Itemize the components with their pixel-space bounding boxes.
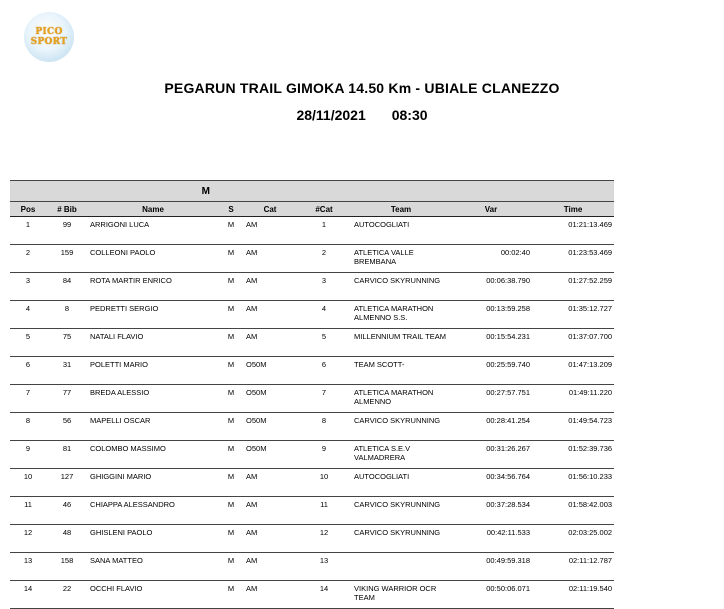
- var-cell: 00:42:11.533: [450, 525, 532, 553]
- column-header: Name: [88, 202, 218, 217]
- table-row: [10, 469, 614, 497]
- bib-cell: 158: [46, 553, 88, 581]
- cat-cell: AM: [244, 525, 296, 553]
- logo-text-line2: SPORT: [30, 37, 68, 47]
- pico-sport-logo: [24, 12, 74, 62]
- pos-cell: 1: [10, 217, 46, 245]
- cat-pos-cell: 6: [296, 357, 352, 385]
- var-cell: 00:25:59.740: [450, 357, 532, 385]
- pos-cell: 5: [10, 329, 46, 357]
- table-row: [10, 357, 614, 385]
- sex-cell: M: [218, 329, 244, 357]
- column-header-row: [10, 202, 614, 217]
- column-header: Team: [352, 202, 450, 217]
- cat-pos-cell: 3: [296, 273, 352, 301]
- sex-cell: M: [218, 553, 244, 581]
- table-row: [10, 413, 614, 441]
- time-cell: 01:49:11.220: [532, 385, 614, 413]
- name-cell: COLLEONI PAOLO: [88, 245, 218, 273]
- cat-cell: AM: [244, 273, 296, 301]
- sex-cell: M: [218, 441, 244, 469]
- bib-cell: 22: [46, 581, 88, 609]
- team-cell: ATLETICA MARATHON ALMENNO: [352, 385, 450, 413]
- column-header: Pos: [10, 202, 46, 217]
- cat-pos-cell: 7: [296, 385, 352, 413]
- team-cell: ATLETICA S.E.V VALMADRERA: [352, 441, 450, 469]
- var-cell: 00:28:41.254: [450, 413, 532, 441]
- logo-text-line1: PICO: [35, 27, 63, 37]
- name-cell: NATALI FLAVIO: [88, 329, 218, 357]
- cat-pos-cell: 1: [296, 217, 352, 245]
- name-cell: ROTA MARTIR ENRICO: [88, 273, 218, 301]
- cat-pos-cell: 11: [296, 497, 352, 525]
- cat-pos-cell: 4: [296, 301, 352, 329]
- table-row: [10, 273, 614, 301]
- time-cell: 02:03:25.002: [532, 525, 614, 553]
- pos-cell: 11: [10, 497, 46, 525]
- bib-cell: 127: [46, 469, 88, 497]
- var-cell: 00:06:38.790: [450, 273, 532, 301]
- sex-cell: M: [218, 245, 244, 273]
- name-cell: GHIGGINI MARIO: [88, 469, 218, 497]
- sex-cell: M: [218, 497, 244, 525]
- bib-cell: 8: [46, 301, 88, 329]
- results-body: [10, 217, 614, 609]
- name-cell: ARRIGONI LUCA: [88, 217, 218, 245]
- cat-cell: AM: [244, 553, 296, 581]
- time-cell: 01:58:42.003: [532, 497, 614, 525]
- table-row: [10, 525, 614, 553]
- time-cell: 02:11:12.787: [532, 553, 614, 581]
- sex-cell: M: [218, 301, 244, 329]
- sex-cell: M: [218, 581, 244, 609]
- pos-cell: 4: [10, 301, 46, 329]
- var-cell: 00:49:59.318: [450, 553, 532, 581]
- cat-cell: AM: [244, 581, 296, 609]
- column-header: Var: [450, 202, 532, 217]
- time-cell: 02:11:19.540: [532, 581, 614, 609]
- name-cell: PEDRETTI SERGIO: [88, 301, 218, 329]
- column-header: # Bib: [46, 202, 88, 217]
- sex-cell: M: [218, 273, 244, 301]
- team-cell: MILLENNIUM TRAIL TEAM: [352, 329, 450, 357]
- column-header: S: [218, 202, 244, 217]
- var-cell: 00:02:40: [450, 245, 532, 273]
- team-cell: ATLETICA MARATHON ALMENNO S.S.: [352, 301, 450, 329]
- cat-cell: O50M: [244, 413, 296, 441]
- cat-cell: AM: [244, 217, 296, 245]
- cat-pos-cell: 10: [296, 469, 352, 497]
- team-cell: CARVICO SKYRUNNING: [352, 273, 450, 301]
- team-cell: [352, 553, 450, 581]
- table-row: [10, 329, 614, 357]
- group-label: M: [10, 181, 218, 202]
- sex-cell: M: [218, 385, 244, 413]
- race-date-time: [0, 107, 724, 123]
- team-cell: ATLETICA VALLE BREMBANA: [352, 245, 450, 273]
- cat-pos-cell: 8: [296, 413, 352, 441]
- sex-cell: M: [218, 357, 244, 385]
- team-cell: CARVICO SKYRUNNING: [352, 413, 450, 441]
- bib-cell: 84: [46, 273, 88, 301]
- time-cell: 01:49:54.723: [532, 413, 614, 441]
- bib-cell: 159: [46, 245, 88, 273]
- cat-cell: O50M: [244, 441, 296, 469]
- pos-cell: 10: [10, 469, 46, 497]
- name-cell: POLETTI MARIO: [88, 357, 218, 385]
- cat-cell: AM: [244, 497, 296, 525]
- time-cell: 01:23:53.469: [532, 245, 614, 273]
- team-cell: AUTOCOGLIATI: [352, 217, 450, 245]
- cat-cell: AM: [244, 301, 296, 329]
- var-cell: 00:34:56.764: [450, 469, 532, 497]
- table-row: [10, 301, 614, 329]
- var-cell: 00:13:59.258: [450, 301, 532, 329]
- bib-cell: 99: [46, 217, 88, 245]
- var-cell: [450, 217, 532, 245]
- cat-pos-cell: 9: [296, 441, 352, 469]
- table-row: [10, 245, 614, 273]
- cat-pos-cell: 13: [296, 553, 352, 581]
- var-cell: 00:37:28.534: [450, 497, 532, 525]
- var-cell: 00:50:06.071: [450, 581, 532, 609]
- pos-cell: 8: [10, 413, 46, 441]
- column-header: Cat: [244, 202, 296, 217]
- bib-cell: 77: [46, 385, 88, 413]
- name-cell: MAPELLI OSCAR: [88, 413, 218, 441]
- bib-cell: 48: [46, 525, 88, 553]
- table-row: [10, 553, 614, 581]
- cat-cell: O50M: [244, 357, 296, 385]
- pos-cell: 14: [10, 581, 46, 609]
- name-cell: COLOMBO MASSIMO: [88, 441, 218, 469]
- pos-cell: 12: [10, 525, 46, 553]
- results-table: [10, 180, 614, 609]
- time-cell: 01:21:13.469: [532, 217, 614, 245]
- name-cell: SANA MATTEO: [88, 553, 218, 581]
- team-cell: TEAM SCOTT-: [352, 357, 450, 385]
- table-row: [10, 581, 614, 609]
- cat-cell: AM: [244, 329, 296, 357]
- table-row: [10, 497, 614, 525]
- var-cell: 00:31:26.267: [450, 441, 532, 469]
- time-cell: 01:35:12.727: [532, 301, 614, 329]
- table-row: [10, 217, 614, 245]
- sex-cell: M: [218, 217, 244, 245]
- pos-cell: 9: [10, 441, 46, 469]
- time-cell: 01:27:52.259: [532, 273, 614, 301]
- race-title: PEGARUN TRAIL GIMOKA 14.50 Km - UBIALE CLANEZZO: [164, 80, 560, 96]
- name-cell: CHIAPPA ALESSANDRO: [88, 497, 218, 525]
- team-cell: CARVICO SKYRUNNING: [352, 525, 450, 553]
- pos-cell: 7: [10, 385, 46, 413]
- pos-cell: 3: [10, 273, 46, 301]
- sex-cell: M: [218, 413, 244, 441]
- name-cell: OCCHI FLAVIO: [88, 581, 218, 609]
- cat-cell: O50M: [244, 385, 296, 413]
- cat-cell: AM: [244, 469, 296, 497]
- bib-cell: 75: [46, 329, 88, 357]
- var-cell: 00:27:57.751: [450, 385, 532, 413]
- race-time: 08:30: [391, 107, 428, 123]
- sex-cell: M: [218, 525, 244, 553]
- group-header-row: [10, 181, 614, 202]
- bib-cell: 46: [46, 497, 88, 525]
- team-cell: VIKING WARRIOR OCR TEAM: [352, 581, 450, 609]
- team-cell: CARVICO SKYRUNNING: [352, 497, 450, 525]
- time-cell: 01:56:10.233: [532, 469, 614, 497]
- cat-pos-cell: 14: [296, 581, 352, 609]
- pos-cell: 2: [10, 245, 46, 273]
- cat-cell: AM: [244, 245, 296, 273]
- table-row: [10, 385, 614, 413]
- name-cell: GHISLENI PAOLO: [88, 525, 218, 553]
- time-cell: 01:37:07.700: [532, 329, 614, 357]
- cat-pos-cell: 12: [296, 525, 352, 553]
- time-cell: 01:47:13.209: [532, 357, 614, 385]
- bib-cell: 56: [46, 413, 88, 441]
- column-header: #Cat: [296, 202, 352, 217]
- team-cell: AUTOCOGLIATI: [352, 469, 450, 497]
- bib-cell: 81: [46, 441, 88, 469]
- column-header: Time: [532, 202, 614, 217]
- table-row: [10, 441, 614, 469]
- time-cell: 01:52:39.736: [532, 441, 614, 469]
- pos-cell: 13: [10, 553, 46, 581]
- bib-cell: 31: [46, 357, 88, 385]
- name-cell: BREDA ALESSIO: [88, 385, 218, 413]
- pos-cell: 6: [10, 357, 46, 385]
- var-cell: 00:15:54.231: [450, 329, 532, 357]
- race-date: 28/11/2021: [296, 107, 366, 123]
- sex-cell: M: [218, 469, 244, 497]
- cat-pos-cell: 5: [296, 329, 352, 357]
- cat-pos-cell: 2: [296, 245, 352, 273]
